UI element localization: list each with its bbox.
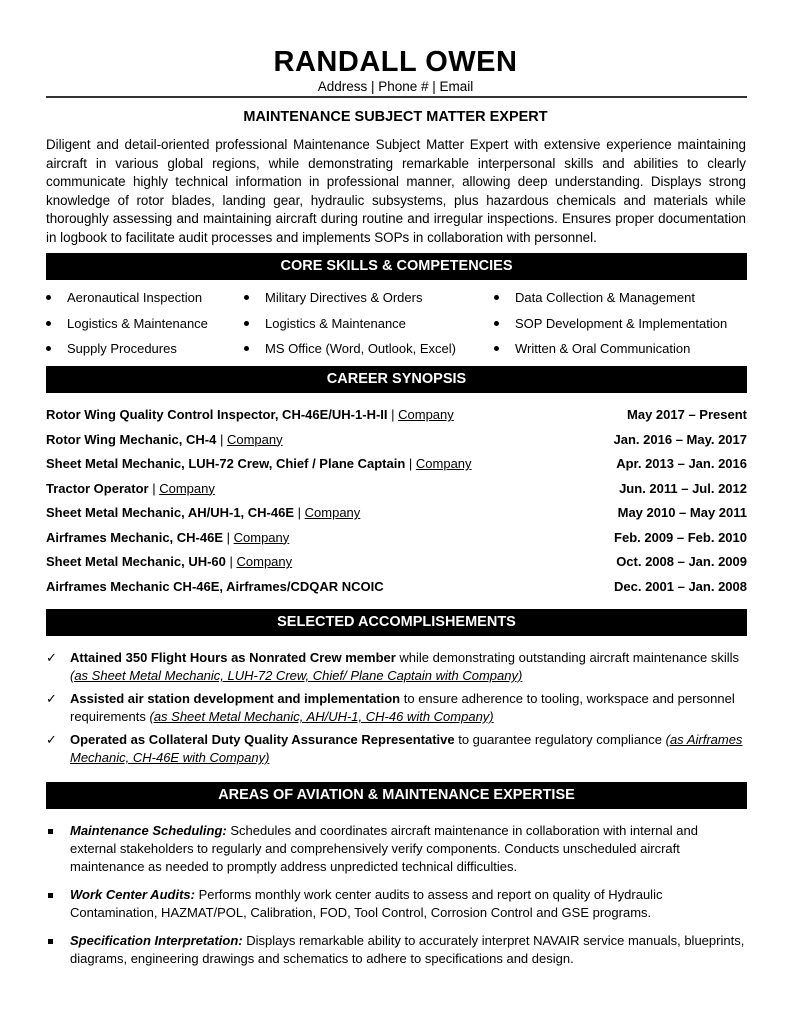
- job-dates: Oct. 2008 – Jan. 2009: [616, 554, 747, 569]
- job-dates: May 2010 – May 2011: [617, 505, 747, 520]
- bullet-icon: [46, 295, 51, 300]
- bullet-icon: [244, 295, 249, 300]
- skills-column-2: [244, 285, 456, 362]
- skills-column-1: [46, 285, 208, 362]
- career-entry: Rotor Wing Mechanic, CH-4 | Company Jan. 2016 – May. 2017: [46, 429, 747, 454]
- career-list: [46, 404, 747, 600]
- section-header-accomplishments: SELECTED ACCOMPLISHEMENTS: [46, 609, 747, 636]
- accomplishment-item: ✓ Assisted air station development and implementation to ensure adherence to tooling, workspace and personnel requirements (as Sheet Metal Mechanic, AH/UH-1, CH-46 with Company): [46, 691, 735, 724]
- company-link[interactable]: Company: [233, 529, 290, 545]
- bullet-icon: [244, 346, 249, 351]
- skill-item: Written & Oral Communication: [494, 336, 727, 362]
- bullet-icon: [494, 321, 499, 326]
- career-entry: [46, 576, 747, 601]
- job-role: Tractor Operator: [46, 480, 149, 496]
- skill-item: MS Office (Word, Outlook, Excel): [244, 336, 456, 362]
- checkmark-icon: ✓: [46, 732, 57, 747]
- square-bullet-icon: [48, 829, 53, 834]
- expertise-item: Maintenance Scheduling: Schedules and coordinates aircraft maintenance in collaboration with internal and external stakeholders to regularly and comprehensively verify components. Conducts unscheduled aircraft maintenance as needed to promptly address unpredicted technical difficulties.: [46, 822, 746, 876]
- job-dates: Feb. 2009 – Feb. 2010: [614, 529, 747, 545]
- expertise-item: Work Center Audits: Performs monthly work center audits to assess and report on quality of Hydraulic Contamination, HAZMAT/POL, Calibration, FOD, Tool Control, Corrosion Control and GSE programs.: [46, 886, 746, 922]
- square-bullet-icon: [48, 939, 53, 944]
- section-header-skills: CORE SKILLS & COMPETENCIES: [46, 253, 747, 280]
- skill-item: Logistics & Maintenance: [244, 311, 456, 337]
- skill-item: Supply Procedures: [46, 336, 208, 362]
- bullet-icon: [46, 321, 51, 326]
- professional-title: MAINTENANCE SUBJECT MATTER EXPERT: [243, 109, 548, 125]
- checkmark-icon: ✓: [46, 650, 57, 665]
- contact-line: Address | Phone # | Email: [317, 79, 474, 94]
- job-role: Sheet Metal Mechanic, UH-60: [46, 554, 226, 569]
- accomplishment-reference: (as Airframes Mechanic, CH-46E with Company): [70, 732, 743, 765]
- skills-column-3: [494, 285, 727, 362]
- job-role: Sheet Metal Mechanic, LUH-72 Crew, Chief / Plane Captain: [46, 456, 406, 471]
- candidate-name: RANDALL OWEN: [273, 46, 518, 78]
- skill-item: Military Directives & Orders: [244, 285, 456, 311]
- company-link[interactable]: Company: [159, 480, 215, 496]
- accomplishment-reference: (as Sheet Metal Mechanic, LUH-72 Crew, Chief/ Plane Captain with Company): [70, 668, 523, 683]
- career-entry: Sheet Metal Mechanic, LUH-72 Crew, Chief / Plane Captain | Company Apr. 2013 – Jan. 2016: [46, 453, 747, 478]
- company-link[interactable]: Company: [236, 554, 293, 569]
- career-entry: Airframes Mechanic, CH-46E | Company Feb. 2009 – Feb. 2010: [46, 527, 747, 552]
- skill-item: SOP Development & Implementation: [494, 311, 727, 337]
- job-dates: Jan. 2016 – May. 2017: [613, 431, 747, 447]
- company-link[interactable]: Company: [398, 407, 454, 422]
- bullet-icon: [46, 346, 51, 351]
- job-role: Rotor Wing Mechanic, CH-4: [46, 431, 217, 447]
- bullet-icon: [244, 321, 249, 326]
- accomplishment-reference: (as Sheet Metal Mechanic, AH/UH-1, CH-46 with Company): [149, 709, 494, 724]
- square-bullet-icon: [48, 893, 53, 898]
- job-dates: May 2017 – Present: [627, 407, 747, 422]
- accomplishment-item: ✓ Operated as Collateral Duty Quality Assurance Representative to guarantee regulatory compliance (as Airframes Mechanic, CH-46E with Company): [46, 732, 743, 765]
- professional-summary: Diligent and detail-oriented professional Maintenance Subject Matter Expert with extensive experience maintaining aircraft in various global regions, while demonstrating remarkable interpersonal skills and abilities to clearly communicate highly technical information in professional manner, allowing deep understanding. Displays strong knowledge of rotor blades, landing gear, hydraulic subsystems, plus hazardous chemicals and materials while thoroughly assessing and maintaining aircraft during routine and irregular inspections. Ensures proper documentation in logbook to facilitate audit processes and implements SOPs in collaboration with personnel.: [46, 137, 746, 245]
- bullet-icon: [494, 346, 499, 351]
- job-role: Airframes Mechanic CH-46E, Airframes/CDQAR NCOIC: [46, 578, 384, 594]
- career-entry: Sheet Metal Mechanic, AH/UH-1, CH-46E | Company May 2010 – May 2011: [46, 502, 747, 527]
- career-entry: Tractor Operator | Company Jun. 2011 – Jul. 2012: [46, 478, 747, 503]
- job-role: Rotor Wing Quality Control Inspector, CH-46E/UH-1-H-II: [46, 407, 388, 422]
- job-dates: Apr. 2013 – Jan. 2016: [616, 456, 747, 471]
- company-link[interactable]: Company: [415, 456, 472, 471]
- header-divider: [46, 96, 747, 98]
- job-dates: Jun. 2011 – Jul. 2012: [619, 480, 747, 496]
- expertise-list: [46, 822, 746, 978]
- accomplishment-item: ✓ Attained 350 Flight Hours as Nonrated Crew member while demonstrating outstanding aircraft maintenance skills (as Sheet Metal Mechanic, LUH-72 Crew, Chief/ Plane Captain with Company): [46, 650, 740, 683]
- career-entry: Sheet Metal Mechanic, UH-60 | Company Oct. 2008 – Jan. 2009: [46, 551, 747, 576]
- accomplishments-list: [46, 649, 746, 772]
- expertise-item: Specification Interpretation: Displays remarkable ability to accurately interpret NAVAIR service manuals, blueprints, diagrams, engineering drawings and schematics to adhere to specifications and design.: [46, 932, 746, 968]
- section-header-career: CAREER SYNOPSIS: [46, 366, 747, 393]
- skill-item: Logistics & Maintenance: [46, 311, 208, 337]
- company-link[interactable]: Company: [226, 431, 283, 447]
- checkmark-icon: ✓: [46, 691, 57, 706]
- skill-item: Data Collection & Management: [494, 285, 727, 311]
- bullet-icon: [494, 295, 499, 300]
- career-entry: Rotor Wing Quality Control Inspector, CH-46E/UH-1-H-II | Company May 2017 – Present: [46, 404, 747, 429]
- skill-item: Aeronautical Inspection: [46, 285, 208, 311]
- job-role: Airframes Mechanic, CH-46E: [46, 529, 224, 545]
- job-dates: Dec. 2001 – Jan. 2008: [614, 578, 747, 594]
- job-role: Sheet Metal Mechanic, AH/UH-1, CH-46E: [46, 505, 295, 520]
- company-link[interactable]: Company: [304, 505, 361, 520]
- section-header-areas: AREAS OF AVIATION & MAINTENANCE EXPERTISE: [46, 782, 747, 809]
